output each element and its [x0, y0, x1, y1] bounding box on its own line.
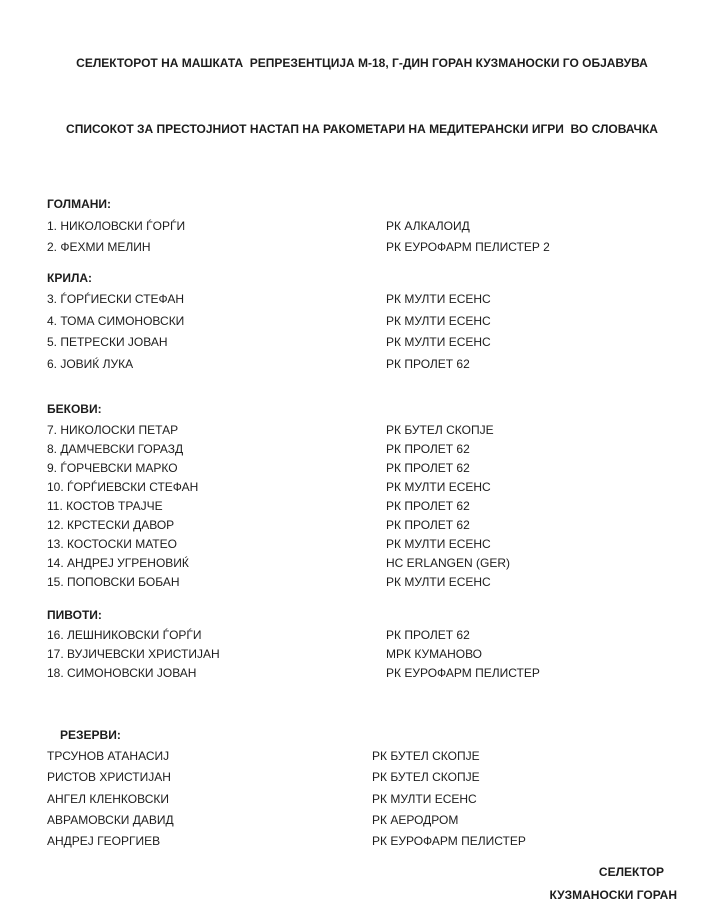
player-row [47, 421, 677, 440]
document-footer [47, 861, 677, 907]
player-name: 6. ЈОВИЌ ЛУКА [47, 356, 134, 371]
player-club: РК БУТЕЛ СКОПЈЕ [386, 422, 494, 437]
footer-selector-name: КУЗМАНОСКИ ГОРАН [549, 888, 677, 903]
player-row [47, 289, 677, 311]
player-club: РК БУТЕЛ СКОПЈЕ [372, 749, 480, 763]
player-name: 15. ПОПОВСКИ БОБАН [47, 574, 180, 589]
player-row [47, 354, 677, 376]
player-row [47, 573, 677, 592]
player-name: 3. ЃОРЃИЕСКИ СТЕФАН [47, 292, 185, 306]
player-club: РК АЕРОДРОМ [372, 812, 459, 827]
player-row [47, 767, 677, 788]
player-row [47, 831, 677, 852]
player-club: РК ЕУРОФАРМ ПЕЛИСТЕР 2 [386, 240, 550, 254]
player-club: РК МУЛТИ ЕСЕНС [386, 292, 491, 306]
player-row [47, 237, 677, 259]
player-club: МРК КУМАНОВО [386, 647, 483, 661]
player-club: РК ПРОЛЕТ 62 [386, 460, 470, 475]
player-row [47, 789, 677, 810]
player-name: 10. ЃОРЃИЕВСКИ СТЕФАН [47, 479, 199, 494]
player-club: РК ПРОЛЕТ 62 [386, 517, 470, 532]
player-row [47, 332, 677, 354]
player-row [47, 478, 677, 497]
player-row [47, 746, 677, 767]
player-club: РК ПРОЛЕТ 62 [386, 628, 470, 642]
player-name: 17. ВУЈИЧЕВСКИ ХРИСТИЈАН [47, 647, 220, 661]
player-row [47, 497, 677, 516]
player-name: 14. АНДРЕЈ УГРЕНОВИЌ [47, 555, 189, 570]
player-row [47, 626, 677, 645]
player-name: 7. НИКОЛОСКИ ПЕТАР [47, 422, 179, 437]
player-row [47, 664, 677, 683]
section-backs [47, 399, 677, 592]
player-row [47, 440, 677, 459]
player-row [47, 459, 677, 478]
player-name: 9. ЃОРЧЕВСКИ МАРКО [47, 460, 178, 475]
player-row [47, 645, 677, 664]
player-club: РК МУЛТИ ЕСЕНС [386, 479, 491, 494]
player-club: РК ПРОЛЕТ 62 [386, 356, 470, 371]
section-title: ГОЛМАНИ: [47, 197, 112, 211]
player-name: 18. СИМОНОВСКИ ЈОВАН [47, 666, 197, 680]
player-name: 4. ТОМА СИМОНОВСКИ [47, 313, 185, 328]
section-wings [47, 268, 677, 376]
player-name: 16. ЛЕШНИКОВСКИ ЃОРЃИ [47, 628, 202, 642]
section-title: ПИВОТИ: [47, 607, 102, 622]
player-club: РК МУЛТИ ЕСЕНС [386, 313, 491, 328]
player-name: 2. ФЕХМИ МЕЛИН [47, 240, 151, 254]
header-line-1: СЕЛЕКТОРОТ НА МАШКАТА РЕПРЕЗЕНТЦИЈА М-18, Г-ДИН ГОРАН КУЗМАНОСКИ ГО ОБЈАВУВА [76, 56, 648, 70]
player-row [47, 516, 677, 535]
player-club: РК ПРОЛЕТ 62 [386, 441, 470, 456]
player-name: 12. КРСТЕСКИ ДАВОР [47, 517, 175, 532]
player-name: АВРАМОВСКИ ДАВИД [47, 812, 174, 827]
player-club: HC ERLANGEN (GER) [386, 555, 511, 570]
player-name: 8. ДАМЧЕВСКИ ГОРАЗД [47, 441, 184, 456]
player-row [47, 810, 677, 831]
section-title: БЕКОВИ: [47, 402, 102, 416]
player-name: 11. КОСТОВ ТРАЈЧЕ [47, 498, 163, 513]
player-name: АНГЕЛ КЛЕНКОВСКИ [47, 791, 169, 806]
section-pivots [47, 605, 677, 684]
footer-selector-title: СЕЛЕКТОР [598, 865, 664, 880]
player-name: 1. НИКОЛОВСКИ ЃОРЃИ [47, 218, 186, 233]
player-name: 13. КОСТОСКИ МАТЕО [47, 536, 177, 551]
document-header [47, 8, 677, 184]
player-club: РК МУЛТИ ЕСЕНС [386, 335, 491, 349]
player-club: РК ПРОЛЕТ 62 [386, 498, 470, 513]
section-reserves [47, 724, 677, 852]
player-row [47, 311, 677, 333]
player-row [47, 554, 677, 573]
player-name: ТРСУНОВ АТАНАСИЈ [47, 749, 170, 763]
section-goalkeepers [47, 194, 677, 259]
player-club: РК БУТЕЛ СКОПЈЕ [372, 770, 480, 785]
player-club: РК ЕУРОФАРМ ПЕЛИСТЕР [372, 834, 526, 849]
player-row [47, 216, 677, 238]
player-club: РК МУЛТИ ЕСЕНС [372, 791, 477, 806]
player-club: РК МУЛТИ ЕСЕНС [386, 574, 491, 589]
player-club: РК ЕУРОФАРМ ПЕЛИСТЕР [386, 666, 540, 680]
section-title: РЕЗЕРВИ: [60, 728, 121, 742]
player-row [47, 535, 677, 554]
player-name: РИСТОВ ХРИСТИЈАН [47, 770, 171, 785]
header-line-2: СПИСОКОТ ЗА ПРЕСТОЈНИОТ НАСТАП НА РАКОМЕТАРИ НА МЕДИТЕРАНСКИ ИГРИ ВО СЛОВАЧКА [66, 122, 658, 136]
player-club: РК АЛКАЛОИД [386, 218, 470, 233]
player-name: АНДРЕЈ ГЕОРГИЕВ [47, 834, 161, 849]
section-title: КРИЛА: [47, 270, 93, 285]
player-club: РК МУЛТИ ЕСЕНС [386, 536, 491, 551]
player-name: 5. ПЕТРЕСКИ ЈОВАН [47, 335, 168, 349]
